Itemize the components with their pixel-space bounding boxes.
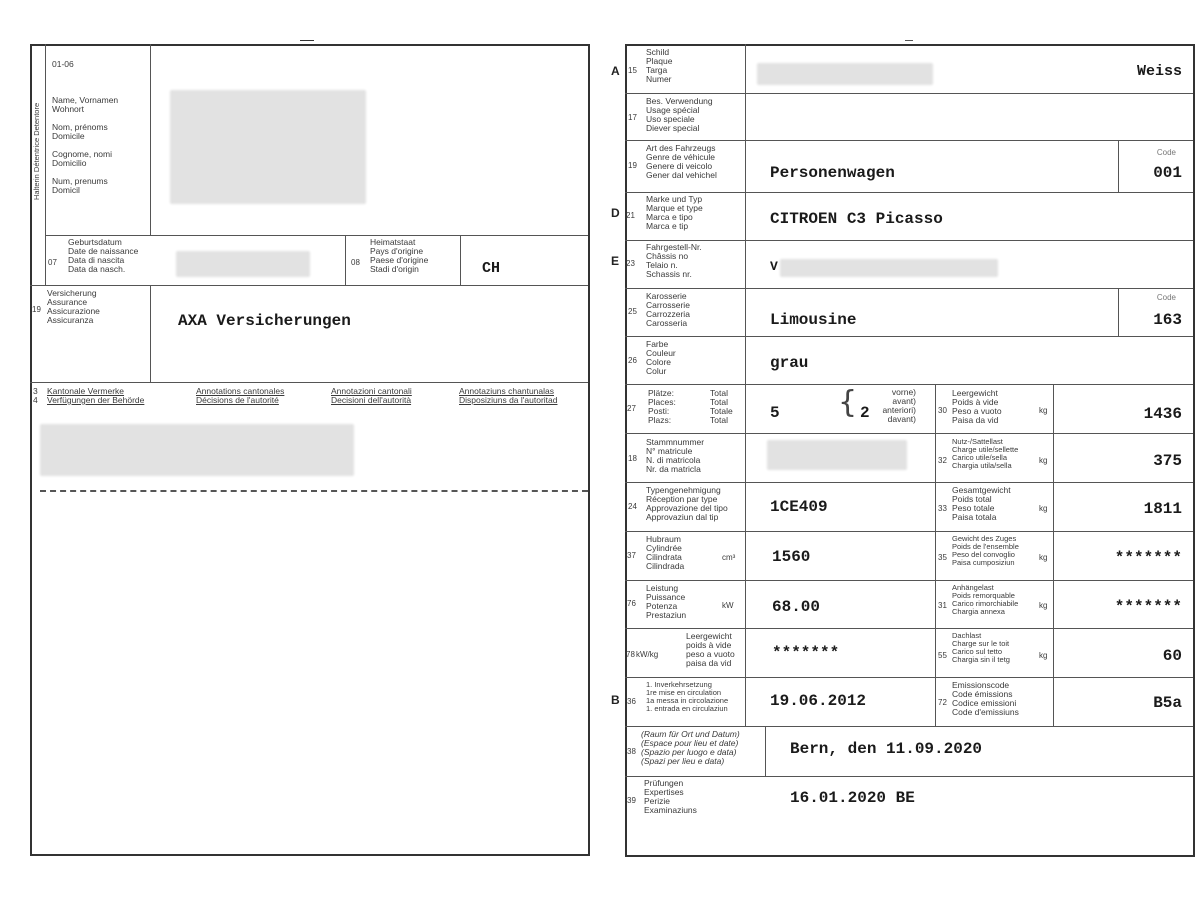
redacted-master-number xyxy=(767,440,907,470)
ref-code: 01-06 xyxy=(52,59,74,69)
seats-label: Plätze: Places: Posti: Plazs: xyxy=(648,388,676,425)
origin-label: Heimatstaat Pays d'origine Paese d'origine Stadi d'origin xyxy=(370,237,429,274)
plate-label: Schild Plaque Targa Numer xyxy=(646,47,673,84)
annotations-rm: Annotaziuns chantunalas Disposiziuns da l'autoritad xyxy=(459,386,558,405)
insurance-label: Versicherung Assurance Assicurazione Assicuranza xyxy=(47,288,100,325)
field-number-21: 21 xyxy=(626,211,635,220)
kw-per-kg-value: ******* xyxy=(772,644,840,662)
displacement-value: 1560 xyxy=(772,548,811,566)
roof-load-value: 60 xyxy=(1162,647,1182,665)
train-weight-label: Gewicht des Zuges Poids de l'ensemble Peso del convoglio Paisa cumposiziun xyxy=(952,534,1019,567)
perforation-line xyxy=(40,490,588,492)
type-approval-label: Typengenehmigung Réception par type Approvazione del tipo Approvaziun dal tip xyxy=(646,485,728,522)
make-type-label: Marke und Typ Marque et type Marca e tipo Marca e tip xyxy=(646,194,703,231)
field-number-27: 27 xyxy=(627,404,636,413)
trailer-load-value: ******* xyxy=(1114,598,1182,616)
place-date-label: (Raum für Ort und Datum) (Espace pour lieu et date) (Spazio per luogo e data) (Spazi per lieu e data) xyxy=(641,729,740,766)
trailer-load-label: Anhängelast Poids remorquable Carico rimorchiabile Chargia annexa xyxy=(952,583,1019,616)
payload-unit: kg xyxy=(1039,456,1048,465)
special-use-label: Bes. Verwendung Usage spécial Uso speciale Diever special xyxy=(646,96,713,133)
field-number-78: 78 xyxy=(626,650,635,659)
field-number-36: 36 xyxy=(627,697,636,706)
field-number-32: 32 xyxy=(938,456,947,465)
field-number-24: 24 xyxy=(628,502,637,511)
power-value: 68.00 xyxy=(772,598,821,616)
field-number-25: 25 xyxy=(628,307,637,316)
field-number-19r: 19 xyxy=(628,161,637,170)
redacted-birth-date xyxy=(176,251,310,277)
mark-a: A xyxy=(611,64,620,78)
field-number-76: 76 xyxy=(627,599,636,608)
field-number-39: 39 xyxy=(627,796,636,805)
mark-b: B xyxy=(611,693,620,707)
body-label: Karosserie Carrosserie Carrozzeria Carosseria xyxy=(646,291,690,328)
redacted-plate-number xyxy=(757,63,933,85)
field-number-30: 30 xyxy=(938,406,947,415)
field-number-18: 18 xyxy=(628,454,637,463)
field-number-07: 07 xyxy=(48,258,57,267)
first-registration-label: 1. Inverkehrsetzung 1re mise en circulation 1a messa in circolazione 1. entrada en circulaziun xyxy=(646,680,729,713)
field-number-23: 23 xyxy=(626,259,635,268)
annotations-it: Annotazioni cantonali Decisioni dell'autorità xyxy=(331,386,412,405)
displacement-label: Hubraum Cylindrée Cilindrata Cilindrada xyxy=(646,534,685,571)
insurance-value: AXA Versicherungen xyxy=(178,312,351,330)
empty-weight-unit: kg xyxy=(1039,406,1048,415)
birth-date-label: Geburtsdatum Date de naissance Data di nascita Data da nasch. xyxy=(68,237,139,274)
field-number-26: 26 xyxy=(628,356,637,365)
code-header-25: Code xyxy=(1156,293,1176,302)
brace-glyph: { xyxy=(838,385,858,420)
total-weight-value: 1811 xyxy=(1143,500,1182,518)
field-number-31: 31 xyxy=(938,601,947,610)
empty-weight-label: Leergewicht Poids à vide Peso a vuoto Paisa da vid xyxy=(952,388,1002,425)
kw-per-kg-label: Leergewicht poids à vide peso a vuoto paisa da vid xyxy=(686,631,735,668)
annotations-de: Kantonale Vermerke Verfügungen der Behörde xyxy=(47,386,145,405)
color-label: Farbe Couleur Colore Colur xyxy=(646,339,676,376)
place-date-value: Bern, den 11.09.2020 xyxy=(790,740,983,758)
inspections-value: 16.01.2020 BE xyxy=(790,789,915,807)
field-number-17: 17 xyxy=(628,113,637,122)
seats-value: 5 xyxy=(770,404,780,422)
code-header-19: Code xyxy=(1156,148,1176,157)
emission-code-value: B5a xyxy=(1153,694,1182,712)
holder-name-labels: Name, Vornamen Wohnort Nom, prénoms Domicile Cognome, nomi Domicilio Num, prenums Domicil xyxy=(52,95,119,195)
emission-code-label: Emissionscode Code émissions Codice emissioni Code d'emissiuns xyxy=(952,680,1019,717)
field-number-15: 15 xyxy=(628,66,637,75)
total-weight-label: Gesamtgewicht Poids total Peso totale Paisa totala xyxy=(952,485,1011,522)
displacement-unit: cm³ xyxy=(722,553,736,562)
master-number-label: Stammnummer N° matricule N. di matricola Nr. da matricla xyxy=(646,437,705,474)
train-weight-value: ******* xyxy=(1114,549,1182,567)
holder-side-label: Halterin Détentrice Detentore xyxy=(32,102,41,200)
trailer-load-unit: kg xyxy=(1039,601,1048,610)
mark-e: E xyxy=(611,254,620,268)
payload-label: Nutz-/Sattellast Charge utile/sellette Carico utile/sella Chargia utila/sella xyxy=(952,437,1019,470)
redacted-holder-name xyxy=(170,90,366,204)
type-approval-value: 1CE409 xyxy=(770,498,828,516)
redacted-annotations xyxy=(40,424,354,476)
redacted-chassis-number xyxy=(780,259,998,277)
train-weight-unit: kg xyxy=(1039,553,1048,562)
field-number-33: 33 xyxy=(938,504,947,513)
chassis-value-prefix: V xyxy=(770,259,778,274)
annotation-numbers: 3 4 xyxy=(33,386,38,405)
empty-weight-value: 1436 xyxy=(1143,405,1182,423)
roof-load-unit: kg xyxy=(1039,651,1048,660)
field-number-35: 35 xyxy=(938,553,947,562)
payload-value: 375 xyxy=(1153,452,1182,470)
front-seats-label: vorne) avant) anteriori) davant) xyxy=(882,387,916,424)
make-type-value: CITROEN C3 Picasso xyxy=(770,210,943,228)
field-number-37: 37 xyxy=(627,551,636,560)
origin-value: CH xyxy=(482,260,501,277)
first-registration-value: 19.06.2012 xyxy=(770,692,867,710)
annotations-fr: Annotations cantonales Décisions de l'autorité xyxy=(196,386,285,405)
vehicle-type-value: Personenwagen xyxy=(770,164,895,182)
kw-per-kg-unit: kW/kg xyxy=(636,650,659,659)
field-number-72: 72 xyxy=(938,698,947,707)
mark-d: D xyxy=(611,206,620,220)
field-number-38: 38 xyxy=(627,747,636,756)
color-value: grau xyxy=(770,354,809,372)
inspections-label: Prüfungen Expertises Perizie Examinaziuns xyxy=(644,778,697,815)
front-seats-value: 2 xyxy=(860,404,870,422)
field-number-55: 55 xyxy=(938,651,947,660)
power-label: Leistung Puissance Potenza Prestaziun xyxy=(646,583,687,620)
vehicle-type-code: 001 xyxy=(1153,164,1182,182)
roof-load-label: Dachlast Charge sur le toit Carico sul tetto Chargia sin il tetg xyxy=(952,631,1010,664)
total-weight-unit: kg xyxy=(1039,504,1048,513)
seats-total-label: Total Total Totale Total xyxy=(710,388,733,425)
body-code: 163 xyxy=(1153,311,1182,329)
plate-color-value: Weiss xyxy=(1136,63,1182,80)
field-number-19: 19 xyxy=(32,305,41,314)
body-value: Limousine xyxy=(770,311,857,329)
chassis-label: Fahrgestell-Nr. Châssis no Telaio n. Schassis nr. xyxy=(646,242,702,279)
field-number-08: 08 xyxy=(351,258,360,267)
vehicle-type-label: Art des Fahrzeugs Genre de véhicule Genere di veicolo Gener dal vehichel xyxy=(646,143,717,180)
power-unit: kW xyxy=(722,601,734,610)
